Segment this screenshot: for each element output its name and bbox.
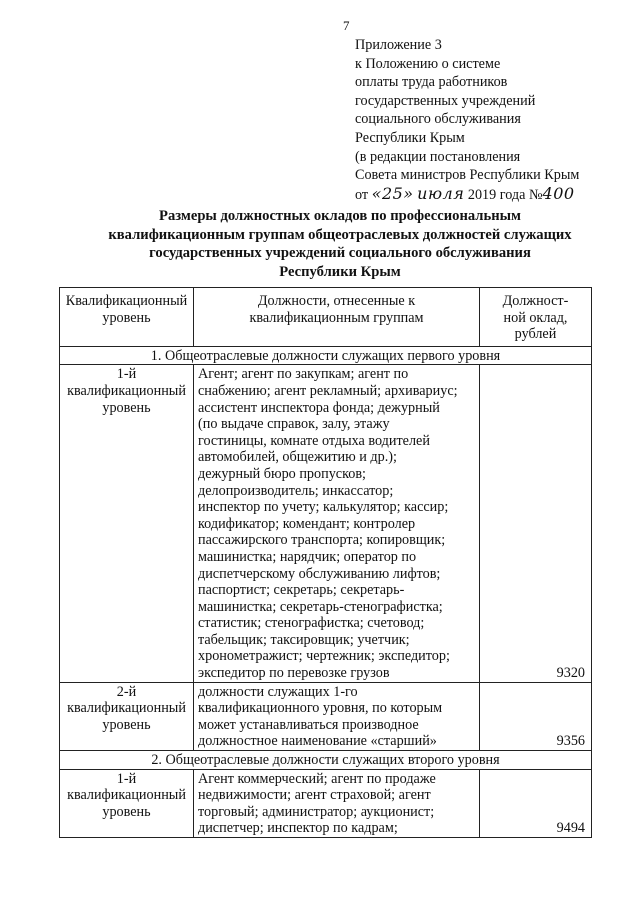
appendix-line: Республики Крым: [355, 129, 465, 146]
appendix-line: Приложение 3: [355, 37, 442, 53]
appendix-line: государственных учреждений: [355, 92, 536, 109]
table-row: [60, 769, 592, 837]
date-month: июля: [417, 183, 465, 203]
appendix-line: социального обслуживания: [355, 111, 521, 128]
appendix-line: к Положению о системе: [355, 55, 501, 72]
table-header-row: [60, 288, 592, 347]
positions-cell: Агент; агент по закупкам; агент по снабжению; агент рекламный; архивариус; ассистент инспектора фонда; дежурный (по выдаче справок, залу, этажу гостиницы, комнате отдыха водителей автомобилей, общежитию и др.); дежурный бюро пропусков; делопроизводитель; инкассатор; инспектор по учету; калькулятор; кассир; кодификатор; комендант; контролер пассажирского транспорта; копировщик; машинистка; нарядчик; оператор по диспетчерскому обслуживанию лифтов; паспортист; секретарь; секретарь- машинистка; секретарь-стенографистка; статистик; стенографистка; счетовод; табельщик; таксировщик; учетчик; хронометражист; чертежник; экспедитор; экспедитор по перевозке грузов: [194, 365, 480, 682]
positions-cell: должности служащих 1-го квалификационного уровня, по которым может устанавливаться производное должностное наименование «старший»: [194, 682, 480, 750]
salary-cell: 9356: [480, 682, 592, 750]
document-title: [60, 207, 620, 281]
date-prefix: от: [355, 186, 369, 203]
date-year: 2019 года №: [467, 186, 543, 203]
table-row: [60, 365, 592, 682]
header-salary: Должност- ной оклад, рублей: [480, 288, 592, 347]
level-cell: 2-й квалификационный уровень: [60, 682, 194, 750]
appendix-line: оплаты труда работников: [355, 74, 508, 91]
date-day: «25»: [371, 183, 414, 203]
title-line: квалификационным группам общеотраслевых должностей служащих: [108, 226, 572, 243]
salary-cell: 9494: [480, 769, 592, 837]
appendix-line: Совета министров Республики Крым: [355, 167, 580, 184]
section-row: [60, 751, 592, 770]
salary-table: [59, 287, 592, 838]
title-line: государственных учреждений социального обслуживания: [149, 245, 531, 261]
table-row: [60, 682, 592, 750]
level-cell: 1-й квалификационный уровень: [60, 365, 194, 682]
header-level: Квалификационный уровень: [60, 288, 194, 347]
document-number: 400: [542, 183, 575, 203]
appendix-header: [355, 36, 635, 204]
appendix-line: (в редакции постановления: [355, 148, 521, 165]
appendix-date-line: [355, 185, 635, 205]
section-title: 1. Общеотраслевые должности служащих первого уровня: [60, 346, 592, 365]
page-number: 7: [343, 18, 350, 33]
salary-cell: 9320: [480, 365, 592, 682]
section-title: 2. Общеотраслевые должности служащих второго уровня: [60, 751, 592, 770]
section-row: [60, 346, 592, 365]
positions-cell: Агент коммерческий; агент по продаже недвижимости; агент страховой; агент торговый; администратор; аукционист; диспетчер; инспектор по кадрам;: [194, 769, 480, 837]
header-positions: Должности, отнесенные к квалификационным группам: [194, 288, 480, 347]
title-line: Республики Крым: [279, 263, 401, 280]
level-cell: 1-й квалификационный уровень: [60, 769, 194, 837]
title-line: Размеры должностных окладов по профессиональным: [159, 208, 521, 224]
